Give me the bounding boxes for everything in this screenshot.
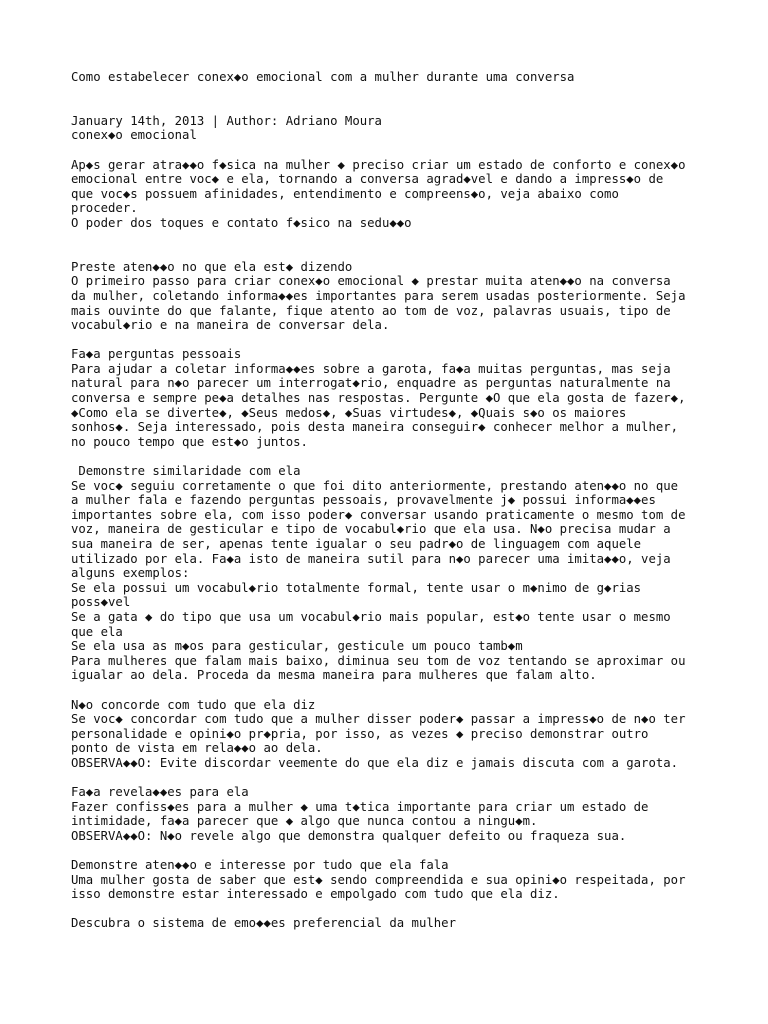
text-line: intimidade, fa◆a parecer que ◆ algo que nunca contou a ningu◆m. [71, 814, 538, 829]
text-line: Fazer confiss◆es para a mulher ◆ uma t◆tica importante para criar um estado de [71, 799, 649, 814]
text-line: sonhos◆. Seja interessado, pois desta maneira conseguir◆ conhecer melhor a mulher, [71, 420, 679, 435]
text-line: Se voc◆ concordar com tudo que a mulher disser poder◆ passar a impress◆o de n◆o ter [71, 712, 686, 727]
note-line: OBSERVA◆◆O: N◆o revele algo que demonstra qualquer defeito ou fraqueza sua. [71, 828, 627, 843]
text-line: voz, maneira de gesticular e tipo de vocabul◆rio que ela usa. N◆o precisa mudar a [71, 522, 671, 537]
post-category: conex◆o emocional [71, 128, 197, 143]
section-revelations [71, 785, 711, 843]
spacer [71, 85, 711, 114]
section-emotions [71, 916, 711, 931]
list-item: Se ela possui um vocabul◆rio totalmente formal, tente usar o m◆nimo de g◆rias [71, 580, 642, 595]
text-line: Para ajudar a coletar informa◆◆es sobre a garota, fa◆a muitas perguntas, mas seja [71, 361, 671, 376]
document-page [71, 70, 711, 931]
section-heading: N◆o concorde com tudo que ela diz [71, 697, 316, 712]
text-line: isso demonstre estar interessado e empolgado com tudo que ela diz. [71, 887, 560, 902]
text-line: alguns exemplos: [71, 566, 190, 581]
intro-paragraph [71, 158, 711, 231]
list-item: poss◆vel [71, 595, 131, 610]
list-item: igualar ao dela. Proceda da mesma maneira para mulheres que falam alto. [71, 668, 597, 683]
spacer [71, 333, 711, 348]
document-title: Como estabelecer conex◆o emocional com a mulher durante uma conversa [71, 70, 575, 84]
spacer [71, 902, 711, 917]
section-heading: Preste aten◆◆o no que ela est◆ dizendo [71, 259, 353, 274]
section-heading: Fa◆a revela◆◆es para ela [71, 785, 249, 800]
section-similarity [71, 464, 711, 683]
section-disagree [71, 698, 711, 771]
section-heading: Demonstre similaridade com ela [71, 464, 301, 479]
spacer [71, 843, 711, 858]
text-line: utilizado por ela. Fa◆a isto de maneira sutil para n◆o parecer uma imita◆◆o, veja [71, 551, 671, 566]
text-line: O primeiro passo para criar conex◆o emocional ◆ prestar muita aten◆◆o na conversa [71, 274, 671, 289]
post-meta: January 14th, 2013 | Author: Adriano Moura [71, 113, 382, 128]
section-attention [71, 260, 711, 333]
text-line: Ap◆s gerar atra◆◆o f◆sica na mulher ◆ preciso criar um estado de conforto e conex◆o [71, 157, 686, 172]
text-line: proceder. [71, 201, 138, 216]
text-line: emocional entre voc◆ e ela, tornando a conversa agrad◆vel e dando a impress◆o de [71, 172, 664, 187]
text-line: importantes sobre ela, com isso poder◆ conversar usando praticamente o mesmo tom de [71, 507, 686, 522]
note-line: OBSERVA◆◆O: Evite discordar veemente do que ela diz e jamais discuta com a garota. [71, 755, 679, 770]
text-line: conversa e sempre pe◆a detalhes nas respostas. Pergunte ◆O que ela gosta de fazer◆, [71, 391, 686, 406]
section-heading: Demonstre aten◆◆o e interesse por tudo que ela fala [71, 858, 449, 873]
spacer [71, 771, 711, 786]
text-line: no pouco tempo que est◆o juntos. [71, 434, 308, 449]
section-questions [71, 347, 711, 449]
text-line: da mulher, coletando informa◆◆es importantes para serem usadas posteriormente. Seja [71, 288, 686, 303]
text-line: mais ouvinte do que falante, fique atento ao tom de voz, palavras usuais, tipo de [71, 303, 671, 318]
spacer [71, 231, 711, 260]
section-interest [71, 858, 711, 902]
text-line: natural para n◆o parecer um interrogat◆rio, enquadre as perguntas naturalmente na [71, 376, 671, 391]
text-line: Se voc◆ seguiu corretamente o que foi dito anteriormente, prestando aten◆◆o no que [71, 478, 679, 493]
spacer [71, 683, 711, 698]
related-link-text: O poder dos toques e contato f◆sico na sedu◆◆o [71, 215, 412, 230]
list-item: que ela [71, 624, 123, 639]
text-line: Uma mulher gosta de saber que est◆ sendo compreendida e sua opini◆o respeitada, por [71, 872, 686, 887]
text-line: que voc◆s possuem afinidades, entendimento e compreens◆o, veja abaixo como [71, 186, 619, 201]
text-line: a mulher fala e fazendo perguntas pessoais, provavelmente j◆ possui informa◆◆es [71, 493, 656, 508]
list-item: Se ela usa as m◆os para gesticular, gesticule um pouco tamb◆m [71, 639, 523, 654]
section-heading: Fa◆a perguntas pessoais [71, 347, 242, 362]
section-heading: Descubra o sistema de emo◆◆es preferencial da mulher [71, 916, 456, 931]
text-line: ◆Como ela se diverte◆, ◆Seus medos◆, ◆Suas virtudes◆, ◆Quais s◆o os maiores [71, 405, 627, 420]
text-line: vocabul◆rio e na maneira de conversar dela. [71, 318, 390, 333]
text-line: sua maneira de ser, apenas tente igualar o seu padr◆o de linguagem com aquele [71, 537, 642, 551]
spacer [71, 143, 711, 158]
text-line: personalidade e opini◆o pr◆pria, por isso, as vezes ◆ preciso demonstrar outro [71, 726, 649, 741]
list-item: Se a gata ◆ do tipo que usa um vocabul◆rio mais popular, est◆o tente usar o mesmo [71, 609, 671, 624]
text-line: ponto de vista em rela◆◆o ao dela. [71, 741, 323, 756]
list-item: Para mulheres que falam mais baixo, diminua seu tom de voz tentando se aproximar ou [71, 653, 686, 668]
spacer [71, 449, 711, 464]
